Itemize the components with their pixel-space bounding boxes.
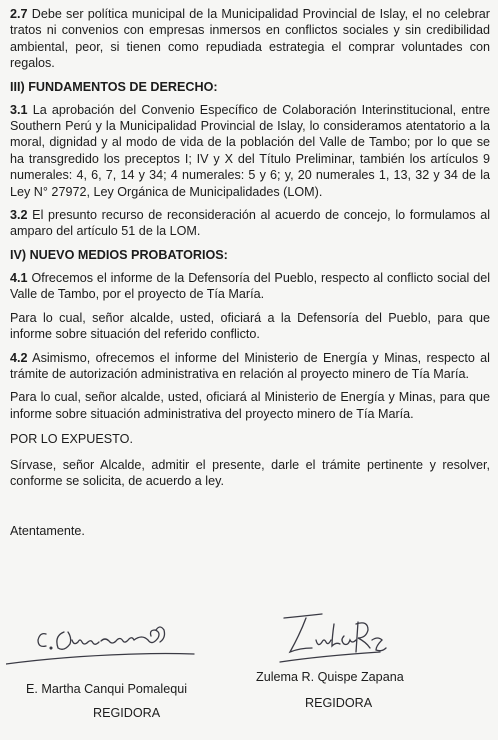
paragraph-text: Ofrecemos el informe de la Defensoría del Pueblo, respecto al conflicto social del Valle de Tambo, por el proyecto de Tía María.	[10, 270, 491, 302]
por-lo-expuesto: POR LO EXPUESTO.	[10, 432, 133, 447]
signature-left-handwritten	[6, 612, 196, 672]
closing-atentamente: Atentamente.	[10, 524, 85, 539]
paragraph-text: Asimismo, ofrecemos el informe del Ministerio de Energía y Minas, respecto al trámite de autorización administrativa en relación al proyecto minero de Tía María.	[10, 350, 490, 381]
paragraph-number: 3.2	[10, 208, 28, 223]
signature-right-handwritten	[276, 604, 406, 666]
heading-fundamentos-de-derecho: III) FUNDAMENTOS DE DERECHO:	[10, 79, 218, 94]
signatory-name-left: E. Martha Canqui Pomalequi	[26, 682, 188, 696]
signatory-role-right: REGIDORA	[305, 696, 373, 710]
document-body	[10, 6, 490, 540]
signatory-name-right: Zulema R. Quispe Zapana	[256, 670, 404, 684]
paragraph-number: 3.1	[10, 102, 28, 117]
paragraph-text: Debe ser política municipal de la Municipalidad Provincial de Islay, el no celebrar tratos ni convenios con empresas inmersos en conflictos sociales y sin credibilidad ambiental, peor, si tienen como repudiada estrategia el comprar voluntades con regalos.	[10, 7, 490, 71]
paragraph-4-2	[10, 350, 490, 383]
paragraph-sirvase: Sírvase, señor Alcalde, admitir el presente, darle el trámite pertinente y resolver, conforme se solicita, de acuerdo a ley.	[10, 457, 490, 488]
heading-nuevo-medios-probatorios: IV) NUEVO MEDIOS PROBATORIOS:	[10, 247, 228, 262]
paragraph-3-1	[10, 102, 490, 200]
paragraph-4-2-request: Para lo cual, señor alcalde, usted, oficiará al Ministerio de Energía y Minas, para que informe sobre situación administrativa del proyecto minero de Tía María.	[10, 390, 490, 421]
paragraph-number: 2.7	[10, 7, 28, 21]
paragraph-number: 4.2	[10, 350, 28, 365]
paragraph-text: El presunto recurso de reconsideración al acuerdo de concejo, lo formulamos al amparo del artículo 51 de la LOM.	[10, 208, 490, 239]
paragraph-4-1-request: Para lo cual, señor alcalde, usted, oficiará a la Defensoría del Pueblo, para que informe sobre situación del referido conflicto.	[10, 310, 490, 342]
signature-block	[0, 612, 498, 740]
paragraph-4-1	[10, 270, 490, 303]
paragraph-number: 4.1	[10, 270, 28, 285]
signatory-role-left: REGIDORA	[93, 706, 161, 720]
paragraph-2-7	[10, 6, 490, 72]
paragraph-text: La aprobación del Convenio Específico de Colaboración Interinstitucional, entre Southern Perú y la Municipalidad Provincial de Islay, lo consideramos atentatorio a la moral, dignidad y al modo de vida de la población del Valle de Tambo; por lo que se ha transgredido los preceptos I; IV y X del Título Preliminar, también los artículos 9 numerales: 4, 6, 7, 14 y 34; 4 numerales: 5 y 6; y, 20 numerales 1, 13, 32 y 34 de la Ley N° 27972, Ley Orgánica de Municipalidades (LOM).	[10, 102, 491, 199]
paragraph-3-2	[10, 207, 490, 240]
